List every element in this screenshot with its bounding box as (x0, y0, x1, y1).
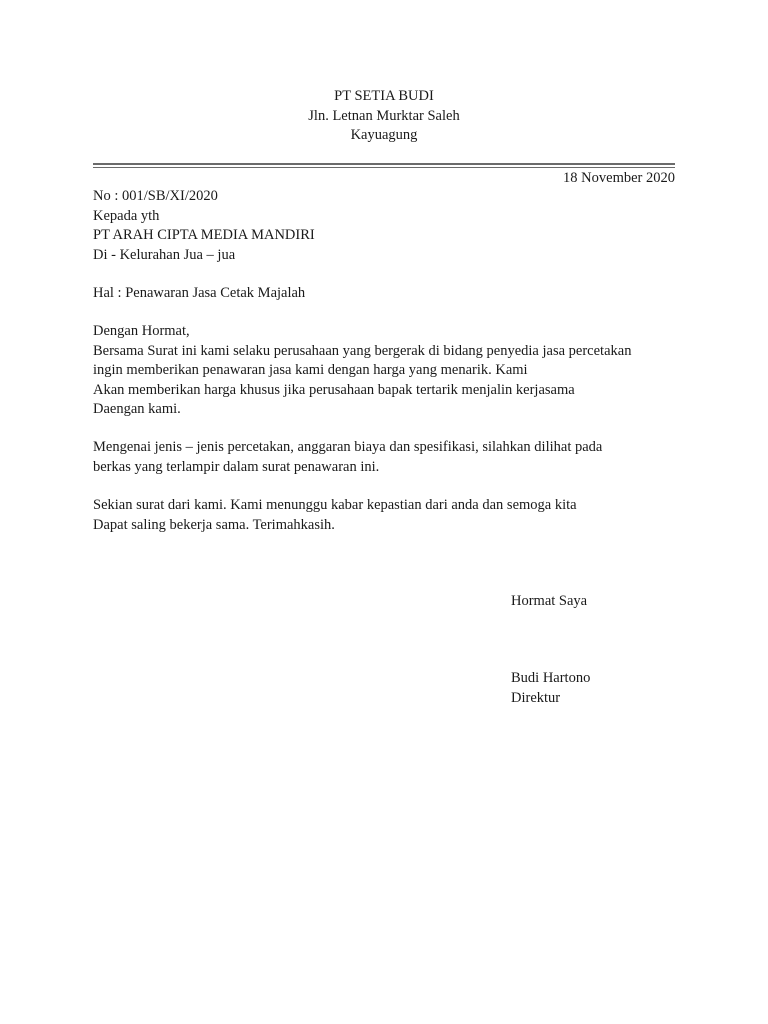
recipient-block (93, 187, 693, 265)
paragraph-line: Sekian surat dari kami. Kami menunggu kabar kepastian dari anda dan semoga kita (93, 497, 577, 513)
signature-block (511, 669, 590, 708)
paragraph-line: Dapat saling bekerja sama. Terimahkasih. (93, 516, 335, 533)
letterhead (93, 87, 675, 146)
signature-closing: Hormat Saya (511, 593, 588, 609)
signer-name: Budi Hartono (511, 670, 591, 686)
letter-subject: Hal : Penawaran Jasa Cetak Majalah (93, 285, 306, 301)
paragraph-line: Daengan kami. (93, 401, 181, 417)
recipient-company: PT ARAH CIPTA MEDIA MANDIRI (93, 227, 315, 243)
company-name: PT SETIA BUDI (334, 88, 434, 104)
paragraph-line: Akan memberikan harga khusus jika perusahaan bapak tertarik menjalin kerjasama (93, 381, 575, 398)
signer-title: Direktur (511, 689, 561, 706)
letterhead-divider (93, 163, 675, 168)
paragraph-details (93, 438, 693, 477)
paragraph-line: Bersama Surat ini kami selaku perusahaan yang bergerak di bidang penyedia jasa percetakan (93, 342, 632, 359)
recipient-salutation: Kepada yth (93, 207, 160, 224)
letter-number: No : 001/SB/XI/2020 (93, 188, 218, 204)
recipient-location: Di - Kelurahan Jua – jua (93, 246, 236, 263)
paragraph-opening (93, 322, 693, 420)
letter-date: 18 November 2020 (563, 170, 675, 186)
paragraph-line: Dengan Hormat, (93, 323, 190, 339)
company-city: Kayuagung (350, 127, 418, 143)
paragraph-closing (93, 496, 693, 535)
paragraph-line: Mengenai jenis – jenis percetakan, anggaran biaya dan spesifikasi, silahkan dilihat pada (93, 439, 603, 455)
company-address: Jln. Letnan Murktar Saleh (308, 107, 460, 124)
paragraph-line: ingin memberikan penawaran jasa kami dengan harga yang menarik. Kami (93, 362, 528, 378)
paragraph-line: berkas yang terlampir dalam surat penawaran ini. (93, 458, 380, 475)
